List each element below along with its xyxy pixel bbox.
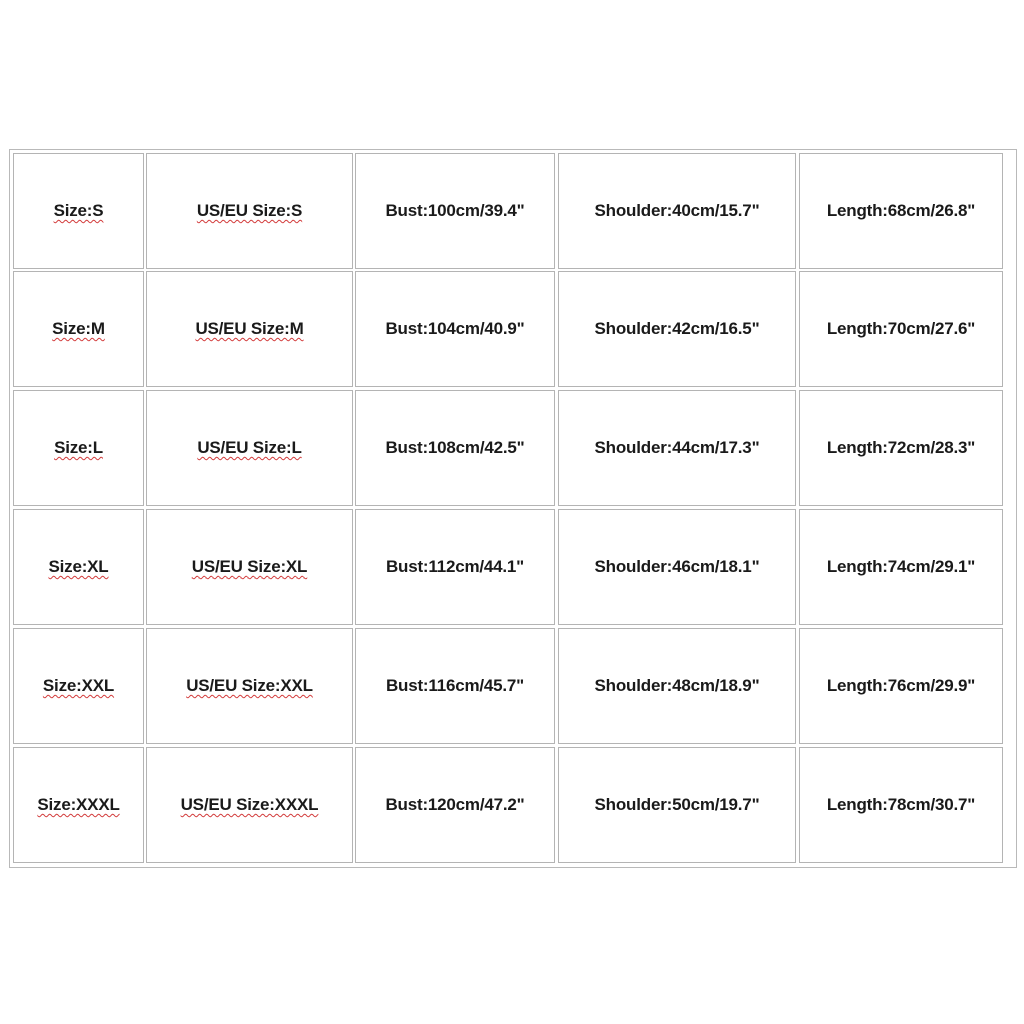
us-eu-size-text: US/EU Size:XXL [186, 676, 313, 695]
us-eu-size-cell [146, 390, 353, 506]
length-cell [799, 153, 1003, 269]
us-eu-size-text: US/EU Size:M [195, 319, 304, 338]
bust-cell [355, 390, 555, 506]
bust-text: Bust:116cm/45.7" [385, 676, 525, 695]
length-cell [799, 628, 1003, 744]
length-cell [799, 747, 1003, 863]
us-eu-size-text: US/EU Size:XXXL [180, 795, 319, 814]
length-text: Length:78cm/30.7" [826, 795, 976, 814]
size-text: Size:L [54, 438, 103, 457]
bust-cell [355, 153, 555, 269]
bust-cell [355, 271, 555, 387]
length-cell [799, 271, 1003, 387]
us-eu-size-cell [146, 509, 353, 625]
size-text: Size:S [53, 201, 104, 220]
bust-text: Bust:104cm/40.9" [385, 319, 525, 338]
bust-text: Bust:112cm/44.1" [385, 557, 525, 576]
bust-text: Bust:108cm/42.5" [385, 438, 525, 457]
us-eu-size-text: US/EU Size:XL [191, 557, 308, 576]
length-text: Length:70cm/27.6" [826, 319, 976, 338]
size-cell [13, 271, 144, 387]
size-text: Size:M [52, 319, 105, 338]
length-text: Length:72cm/28.3" [826, 438, 976, 457]
shoulder-cell [558, 153, 796, 269]
shoulder-text: Shoulder:46cm/18.1" [594, 557, 760, 576]
size-text: Size:XXXL [37, 795, 120, 814]
length-cell [799, 390, 1003, 506]
shoulder-text: Shoulder:44cm/17.3" [594, 438, 760, 457]
bust-cell [355, 747, 555, 863]
size-cell [13, 628, 144, 744]
us-eu-size-text: US/EU Size:S [196, 201, 303, 220]
size-cell [13, 747, 144, 863]
us-eu-size-text: US/EU Size:L [197, 438, 302, 457]
shoulder-text: Shoulder:40cm/15.7" [594, 201, 760, 220]
length-text: Length:68cm/26.8" [826, 201, 976, 220]
bust-cell [355, 628, 555, 744]
shoulder-text: Shoulder:50cm/19.7" [594, 795, 760, 814]
shoulder-text: Shoulder:42cm/16.5" [594, 319, 760, 338]
size-cell [13, 153, 144, 269]
size-text: Size:XXL [42, 676, 115, 695]
us-eu-size-cell [146, 153, 353, 269]
shoulder-cell [558, 509, 796, 625]
bust-cell [355, 509, 555, 625]
us-eu-size-cell [146, 747, 353, 863]
shoulder-cell [558, 271, 796, 387]
size-text: Size:XL [48, 557, 109, 576]
shoulder-cell [558, 747, 796, 863]
bust-text: Bust:100cm/39.4" [385, 201, 525, 220]
shoulder-cell [558, 390, 796, 506]
length-text: Length:74cm/29.1" [826, 557, 976, 576]
shoulder-text: Shoulder:48cm/18.9" [594, 676, 760, 695]
us-eu-size-cell [146, 271, 353, 387]
size-cell [13, 390, 144, 506]
us-eu-size-cell [146, 628, 353, 744]
bust-text: Bust:120cm/47.2" [385, 795, 525, 814]
size-cell [13, 509, 144, 625]
length-text: Length:76cm/29.9" [826, 676, 976, 695]
shoulder-cell [558, 628, 796, 744]
size-chart-table [9, 149, 1017, 868]
length-cell [799, 509, 1003, 625]
